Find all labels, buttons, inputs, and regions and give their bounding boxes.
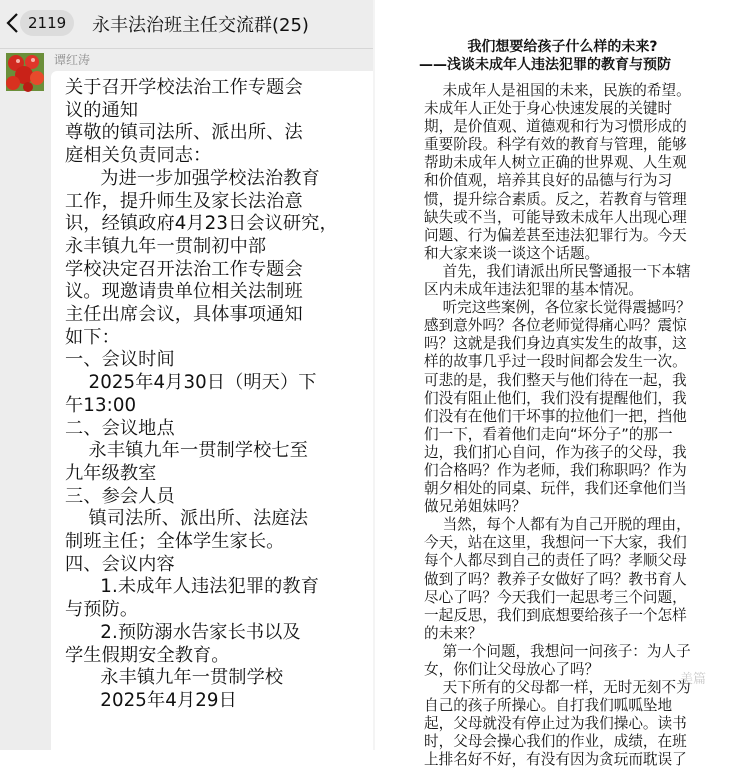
avatar-image <box>6 53 44 91</box>
article-title: 我们想要给孩子什么样的未来? <box>467 39 658 55</box>
message-text: 关于召开学校法治工作专题会 议的通知 尊敬的镇司法所、派出所、法 庭相关负责同志： 为进一步加强学校法治教育 工作，提升师生及家长法治意 识，经镇政府4月23日会议研究， 永丰镇九年一贯制初中部 学校决定召开法治工作专题会 议。现邀请贵单位相关法制班 主任出席会议，具体事项通知 如下： 一、会议时间 2025年4月30日（明天）下 午13:00 二、会议地点 永丰镇九年一贯制学校七至 九年级教室 三、参会人员 镇司法所、派出所、法庭法 制班主任；全体学生家长。 四、会议内容 1.未成年人违法犯罪的教育 与预防。 2.预防溺水告家长书以及 学生假期安全教育。 永丰镇九年一贯制学校 2025年4月29日 <box>65 77 338 711</box>
article-panel <box>375 0 750 769</box>
chat-title: 永丰法治班主任交流群(25) <box>92 15 309 36</box>
article-body: 未成年人是祖国的未来，民族的希望。 未成年人正处于身心快速发展的关键时 期，是价值观、道德观和行为习惯形成的 重要阶段。科学有效的教育与管理，能够 帮助未成年人树立正确的世界观、人生观 和价值观，培养其良好的品德与行为习 惯，提升综合素质。反之，若教育与管理 缺失或不当，可能导致未成年人出现心理 问题、行为偏差甚至违法犯罪行为。今天 和大家来谈一谈这个话题。 首先，我们请派出所民警通报一下本辖 区内未成年违法犯罪的基本情况。 听完这些案例，各位家长觉得震撼吗？ 感到意外吗？各位老师觉得痛心吗？震惊 吗？这就是我们身边真实发生的故事，这 样的故事几乎过一段时间都会发生一次。 可悲的是，我们整天与他们待在一起，我 们没有阻止他们，我们没有提醒他们，我 们没有在他们干坏事的拉他们一把，挡他 们一下，看着他们走向“坏分子”的那一 边，我们扪心自问，作为孩子的父母，我 们合格吗？作为老师，我们称职吗？作为 朝夕相处的同桌、玩伴，我们还拿他们当 做兄弟姐妹吗？ 当然，每个人都有为自己开脱的理由， 今天，站在这里，我想问一下大家，我们 每个人都尽到自己的责任了吗？孝顺父母 做到了吗？教养子女做好了吗？教书育人 尽心了吗？今天我们一起思考三个问题， 一起反思，我们到底想要给孩子一个怎样 的未来？ 第一个问题，我想问一问孩子：为人子 女，你们让父母放心了吗？ 天下所有的父母都一样，无时无刻不为 自己的孩子所操心。自打我们呱呱坠地 起，父母就没有停止过为我们操心。读书 时，父母会操心我们的作业，成绩，在班 上排名好不好，有没有因为贪玩而耽误了 <box>424 82 691 769</box>
chat-panel <box>0 0 373 750</box>
watermark: 美篇 <box>680 672 707 687</box>
chat-header <box>0 0 373 49</box>
sender-name: 谭红涛 <box>54 53 91 67</box>
unread-count-badge[interactable]: 2119 <box>20 10 74 36</box>
article-subtitle: ——浅谈未成年人违法犯罪的教育与预防 <box>419 57 671 73</box>
message-bubble[interactable] <box>51 71 381 771</box>
sender-avatar[interactable] <box>6 53 44 91</box>
